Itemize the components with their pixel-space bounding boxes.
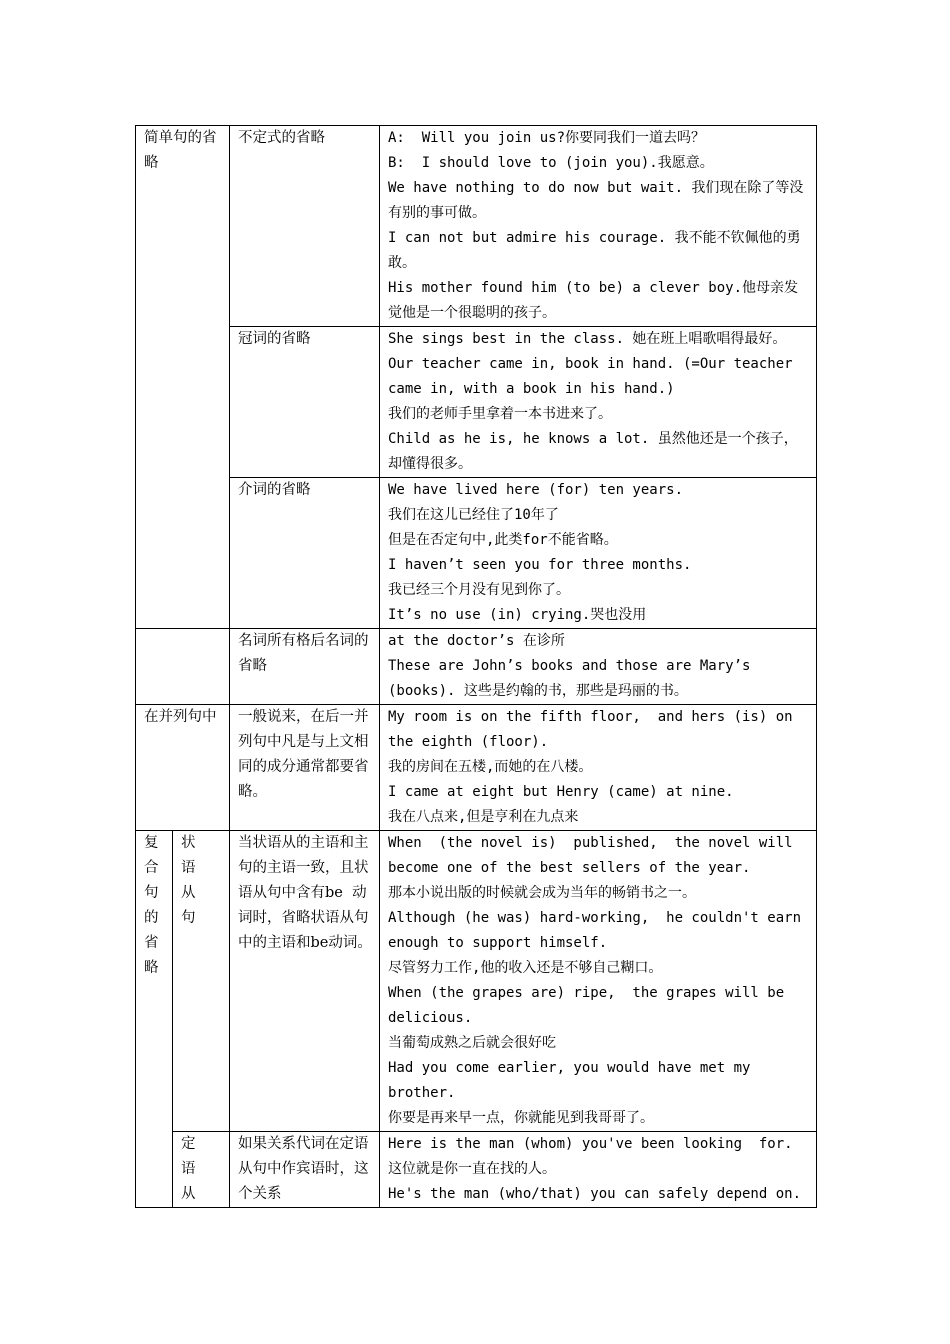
table-row (136, 126, 817, 327)
example-line: 我们在这儿已经住了10年了 (388, 507, 559, 523)
table-row (136, 629, 817, 705)
subtype-cell (230, 478, 380, 629)
category-label: 在并列句中 (144, 709, 217, 725)
example-line: 当葡萄成熟之后就会很好吃 (388, 1035, 556, 1051)
clause-cell (173, 1132, 230, 1208)
example-line: at the doctor’s 在诊所 (388, 633, 565, 649)
subtype-label: 名词所有格后名词的省略 (238, 633, 369, 674)
example-line: My room is on the fifth floor, and hers (is) on the eighth (floor). (388, 709, 802, 750)
category-label: 复合句的省略 (144, 835, 159, 976)
ellipsis-grammar-table (135, 125, 817, 1208)
subtype-label: 当状语从的主语和主句的主语一致，且状语从句中含有be 动词时，省略状语从句中的主语和be动词。 (238, 835, 372, 951)
table-row (136, 705, 817, 831)
example-line: 我的房间在五楼,而她的在八楼。 (388, 759, 593, 775)
category-cell (136, 831, 173, 1208)
subtype-cell (230, 629, 380, 705)
clause-clip (181, 1132, 224, 1207)
examples-cell (380, 705, 817, 831)
table-row (136, 478, 817, 629)
subtype-label: 如果关系代词在定语从句中作宾语时，这个关系 (238, 1136, 369, 1202)
example-line: She sings best in the class. 她在班上唱歌唱得最好。 (388, 331, 787, 347)
example-line: These are John’s books and those are Mary’s (books). 这些是约翰的书，那些是玛丽的书。 (388, 658, 759, 699)
example-line: Our teacher came in, book in hand. (=Our teacher came in, with a book in his hand.) (388, 356, 802, 397)
subtype-clip (238, 1132, 374, 1207)
examples-cell (380, 629, 817, 705)
example-line: I can not but admire his courage. 我不能不钦佩他的勇敢。 (388, 230, 801, 271)
clause-label: 状语从句 (181, 835, 196, 926)
examples-cell (380, 1132, 817, 1208)
table-row (136, 327, 817, 478)
example-line: We have lived here (for) ten years. (388, 482, 684, 498)
clause-cell (173, 831, 230, 1132)
subtype-label: 不定式的省略 (238, 130, 325, 146)
subtype-label: 介词的省略 (238, 482, 311, 498)
example-line: I haven’t seen you for three months. (388, 557, 692, 573)
subtype-cell (230, 1132, 380, 1208)
example-line: Although (he was) hard-working, he couldn't earn enough to support himself. (388, 910, 810, 951)
example-line: We have nothing to do now but wait. 我们现在除了等没有别的事可做。 (388, 180, 804, 221)
example-line: When (the novel is) published, the novel will become one of the best sellers of the year. (388, 835, 802, 876)
examples-cell (380, 126, 817, 327)
example-line: B: I should love to (join you).我愿意。 (388, 155, 714, 171)
example-line: Had you come earlier, you would have met my brother. (388, 1060, 759, 1101)
table-row (136, 831, 817, 1132)
clause-label: 定语从 (181, 1136, 196, 1202)
example-line: 但是在否定句中,此类for不能省略。 (388, 532, 618, 548)
example-line: I came at eight but Henry (came) at nine. (388, 784, 734, 800)
subtype-cell (230, 831, 380, 1132)
category-label: 简单句的省略 (144, 130, 217, 171)
example-line: 我在八点来,但是亨利在九点来 (388, 809, 579, 825)
subtype-label: 冠词的省略 (238, 331, 311, 347)
category-cell (136, 629, 230, 705)
example-line: It’s no use (in) crying.哭也没用 (388, 607, 647, 623)
category-cell (136, 705, 230, 831)
example-line: Child as he is, he knows a lot. 虽然他还是一个孩子，却懂得很多。 (388, 431, 798, 472)
examples-cell (380, 478, 817, 629)
subtype-cell (230, 126, 380, 327)
example-line: A: Will you join us?你要同我们一道去吗？ (388, 130, 706, 146)
example-line: 我已经三个月没有见到你了。 (388, 582, 570, 598)
example-line: 这位就是你一直在找的人。 (388, 1161, 556, 1177)
example-line: 我们的老师手里拿着一本书进来了。 (388, 406, 612, 422)
examples-cell (380, 327, 817, 478)
example-line: Here is the man (whom) you've been looking for. (388, 1136, 793, 1152)
category-cell (136, 126, 230, 629)
example-line: When (the grapes are) ripe, the grapes will be delicious. (388, 985, 793, 1026)
table-row (136, 1132, 817, 1208)
subtype-cell (230, 705, 380, 831)
examples-cell (380, 831, 817, 1132)
example-line: He's the man (who/that) you can safely depend on. (388, 1186, 802, 1202)
example-line: 你要是再来早一点，你就能见到我哥哥了。 (388, 1110, 654, 1126)
example-line: 尽管努力工作,他的收入还是不够自己糊口。 (388, 960, 663, 976)
example-line: 那本小说出版的时候就会成为当年的畅销书之一。 (388, 885, 696, 901)
subtype-label: 一般说来，在后一并列句中凡是与上文相同的成分通常都要省略。 (238, 709, 369, 800)
examples-clip (388, 1132, 811, 1207)
example-line: His mother found him (to be) a clever boy.他母亲发觉他是一个很聪明的孩子。 (388, 280, 799, 321)
subtype-cell (230, 327, 380, 478)
